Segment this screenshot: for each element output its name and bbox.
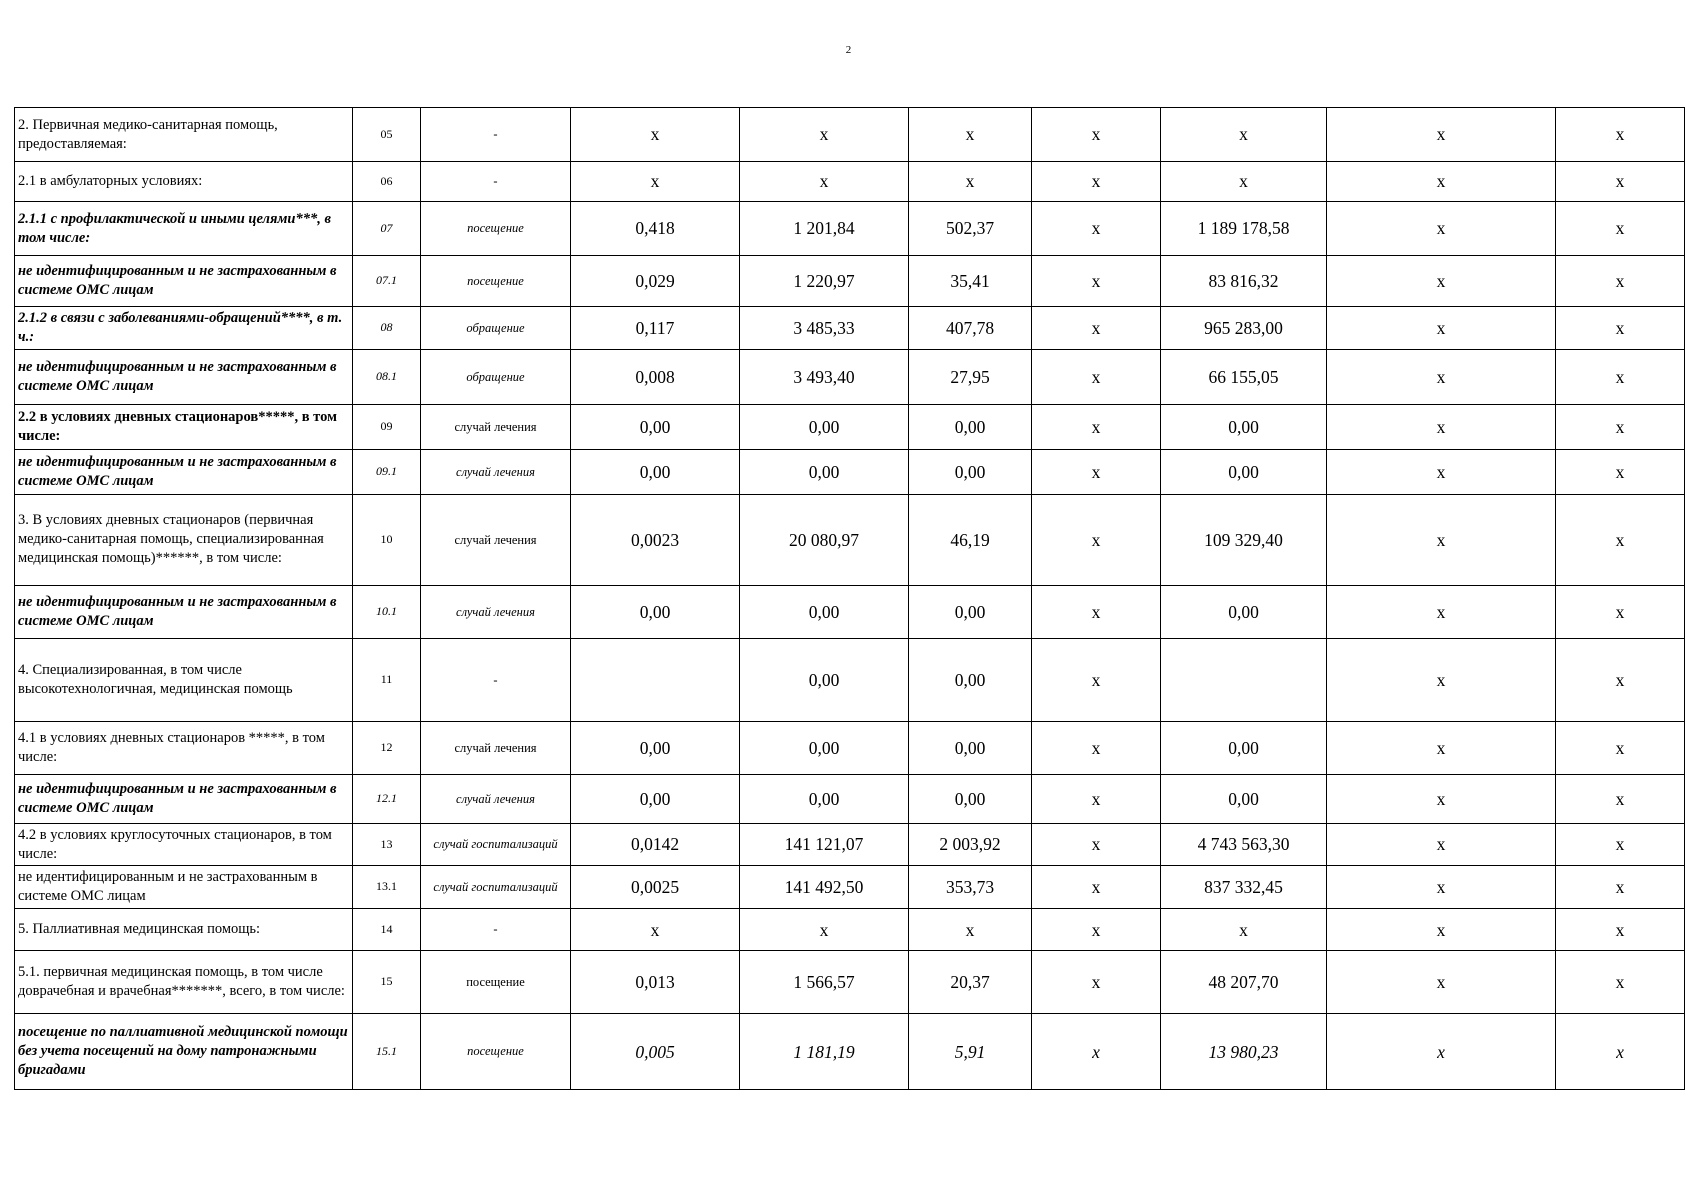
table-row	[15, 866, 1685, 909]
value-cell: x	[1032, 349, 1161, 404]
row-code: 13	[353, 823, 421, 866]
table-row	[15, 449, 1685, 494]
value-cell: x	[1556, 162, 1685, 202]
row-unit: -	[421, 638, 571, 721]
value-cell: x	[1327, 108, 1556, 162]
table-row	[15, 638, 1685, 721]
table-row	[15, 202, 1685, 256]
value-cell: x	[1032, 638, 1161, 721]
value-cell: x	[1327, 349, 1556, 404]
value-cell: 0,117	[571, 307, 740, 350]
value-cell: x	[1327, 162, 1556, 202]
row-unit: случай госпитализаций	[421, 823, 571, 866]
row-code: 15	[353, 951, 421, 1014]
row-unit: посещение	[421, 202, 571, 256]
value-cell: 0,00	[909, 638, 1032, 721]
value-cell: x	[1556, 866, 1685, 909]
table-row	[15, 585, 1685, 638]
value-cell	[1161, 638, 1327, 721]
row-code: 15.1	[353, 1014, 421, 1090]
table-row	[15, 349, 1685, 404]
value-cell: x	[1161, 162, 1327, 202]
value-cell: 141 492,50	[740, 866, 909, 909]
value-cell: 0,00	[571, 585, 740, 638]
value-cell: x	[1556, 256, 1685, 307]
value-cell: 965 283,00	[1161, 307, 1327, 350]
value-cell: x	[571, 162, 740, 202]
value-cell: 0,00	[909, 585, 1032, 638]
value-cell: x	[1556, 108, 1685, 162]
table-row	[15, 108, 1685, 162]
table-row	[15, 909, 1685, 951]
row-description: не идентифицированным и не застрахованным в системе ОМС лицам	[15, 256, 353, 307]
row-code: 11	[353, 638, 421, 721]
row-description: 2. Первичная медико-санитарная помощь, предоставляемая:	[15, 108, 353, 162]
value-cell: 0,029	[571, 256, 740, 307]
value-cell: x	[1556, 494, 1685, 585]
value-cell: x	[1032, 307, 1161, 350]
value-cell: 5,91	[909, 1014, 1032, 1090]
value-cell: x	[1556, 349, 1685, 404]
value-cell: x	[1032, 774, 1161, 823]
value-cell: x	[571, 909, 740, 951]
row-description: 2.1.1 с профилактической и иными целями***, в том числе:	[15, 202, 353, 256]
row-description: не идентифицированным и не застрахованным в системе ОМС лицам	[15, 449, 353, 494]
report-table	[14, 107, 1685, 1090]
value-cell: 3 485,33	[740, 307, 909, 350]
value-cell: 837 332,45	[1161, 866, 1327, 909]
value-cell: 109 329,40	[1161, 494, 1327, 585]
value-cell: 1 189 178,58	[1161, 202, 1327, 256]
table-row	[15, 721, 1685, 774]
row-description: 3. В условиях дневных стационаров (первичная медико-санитарная помощь, специализированная медицинская помощь)******, в том числе:	[15, 494, 353, 585]
value-cell: 35,41	[909, 256, 1032, 307]
row-code: 09.1	[353, 449, 421, 494]
row-description: 2.1 в амбулаторных условиях:	[15, 162, 353, 202]
value-cell: x	[1327, 585, 1556, 638]
table-row	[15, 256, 1685, 307]
value-cell: x	[1556, 1014, 1685, 1090]
value-cell: 46,19	[909, 494, 1032, 585]
value-cell: x	[1032, 1014, 1161, 1090]
row-unit: -	[421, 108, 571, 162]
value-cell: 0,00	[1161, 585, 1327, 638]
table-row	[15, 307, 1685, 350]
row-code: 14	[353, 909, 421, 951]
value-cell: x	[1327, 866, 1556, 909]
value-cell: 0,013	[571, 951, 740, 1014]
row-code: 10	[353, 494, 421, 585]
value-cell: x	[1032, 404, 1161, 449]
value-cell: x	[1032, 449, 1161, 494]
value-cell: 0,0025	[571, 866, 740, 909]
table-row	[15, 404, 1685, 449]
row-description: 4.1 в условиях дневных стационаров *****, в том числе:	[15, 721, 353, 774]
value-cell: 66 155,05	[1161, 349, 1327, 404]
value-cell: 48 207,70	[1161, 951, 1327, 1014]
value-cell: 0,0142	[571, 823, 740, 866]
row-code: 13.1	[353, 866, 421, 909]
value-cell: x	[1032, 256, 1161, 307]
row-description: 2.2 в условиях дневных стационаров*****, в том числе:	[15, 404, 353, 449]
row-description: 4. Специализированная, в том числе высокотехнологичная, медицинская помощь	[15, 638, 353, 721]
table-row	[15, 1014, 1685, 1090]
row-description: 2.1.2 в связи с заболеваниями-обращений****, в т. ч.:	[15, 307, 353, 350]
value-cell: 0,00	[1161, 774, 1327, 823]
row-code: 12	[353, 721, 421, 774]
value-cell: 141 121,07	[740, 823, 909, 866]
table-row	[15, 951, 1685, 1014]
value-cell: x	[1556, 202, 1685, 256]
value-cell: x	[1032, 494, 1161, 585]
row-description: 4.2 в условиях круглосуточных стационаров, в том числе:	[15, 823, 353, 866]
value-cell: x	[1556, 307, 1685, 350]
value-cell: 0,0023	[571, 494, 740, 585]
table-row	[15, 823, 1685, 866]
row-unit: обращение	[421, 307, 571, 350]
row-unit: посещение	[421, 256, 571, 307]
value-cell: x	[1327, 721, 1556, 774]
value-cell: 0,00	[740, 404, 909, 449]
row-code: 08	[353, 307, 421, 350]
value-cell: x	[1327, 202, 1556, 256]
value-cell: 27,95	[909, 349, 1032, 404]
value-cell: 353,73	[909, 866, 1032, 909]
value-cell: x	[1327, 638, 1556, 721]
value-cell: 0,00	[1161, 404, 1327, 449]
value-cell: 2 003,92	[909, 823, 1032, 866]
value-cell: x	[1032, 866, 1161, 909]
row-description: посещение по паллиативной медицинской помощи без учета посещений на дому патронажными бригадами	[15, 1014, 353, 1090]
row-unit: случай лечения	[421, 494, 571, 585]
page-number: 2	[845, 44, 852, 56]
report-body	[15, 108, 1685, 1090]
value-cell: 1 566,57	[740, 951, 909, 1014]
value-cell: x	[1327, 823, 1556, 866]
value-cell: 0,005	[571, 1014, 740, 1090]
value-cell: x	[1556, 449, 1685, 494]
value-cell: x	[1032, 162, 1161, 202]
value-cell: x	[1327, 909, 1556, 951]
row-unit: -	[421, 162, 571, 202]
value-cell: 0,00	[740, 449, 909, 494]
row-description: не идентифицированным и не застрахованным в системе ОМС лицам	[15, 774, 353, 823]
value-cell: 407,78	[909, 307, 1032, 350]
value-cell: x	[1327, 256, 1556, 307]
value-cell: x	[740, 909, 909, 951]
value-cell: 0,00	[571, 449, 740, 494]
value-cell: 0,00	[1161, 449, 1327, 494]
value-cell: x	[909, 108, 1032, 162]
row-code: 07.1	[353, 256, 421, 307]
row-unit: случай лечения	[421, 721, 571, 774]
value-cell: x	[1161, 108, 1327, 162]
value-cell: x	[1556, 585, 1685, 638]
value-cell: x	[909, 162, 1032, 202]
row-unit: случай лечения	[421, 404, 571, 449]
value-cell: 0,00	[909, 404, 1032, 449]
value-cell: 83 816,32	[1161, 256, 1327, 307]
value-cell: 4 743 563,30	[1161, 823, 1327, 866]
value-cell: 0,00	[571, 721, 740, 774]
value-cell	[571, 638, 740, 721]
value-cell: x	[740, 162, 909, 202]
value-cell: x	[1327, 774, 1556, 823]
row-description: 5. Паллиативная медицинская помощь:	[15, 909, 353, 951]
row-unit: случай госпитализаций	[421, 866, 571, 909]
row-code: 09	[353, 404, 421, 449]
value-cell: 3 493,40	[740, 349, 909, 404]
value-cell: x	[1556, 909, 1685, 951]
row-description: не идентифицированным и не застрахованным в системе ОМС лицам	[15, 585, 353, 638]
value-cell: 1 181,19	[740, 1014, 909, 1090]
value-cell: 0,00	[571, 774, 740, 823]
row-description: не идентифицированным и не застрахованным в системе ОМС лицам	[15, 349, 353, 404]
value-cell: 20 080,97	[740, 494, 909, 585]
value-cell: 0,00	[909, 721, 1032, 774]
value-cell: 13 980,23	[1161, 1014, 1327, 1090]
value-cell: x	[1032, 585, 1161, 638]
value-cell: 0,008	[571, 349, 740, 404]
table-row	[15, 162, 1685, 202]
value-cell: x	[1032, 951, 1161, 1014]
value-cell: x	[1327, 951, 1556, 1014]
value-cell: x	[909, 909, 1032, 951]
value-cell: 0,00	[740, 585, 909, 638]
value-cell: 0,00	[740, 638, 909, 721]
value-cell: x	[1556, 774, 1685, 823]
value-cell: x	[1556, 823, 1685, 866]
row-unit: посещение	[421, 1014, 571, 1090]
row-code: 08.1	[353, 349, 421, 404]
value-cell: x	[1327, 494, 1556, 585]
value-cell: x	[1032, 721, 1161, 774]
value-cell: x	[1556, 951, 1685, 1014]
value-cell: x	[1327, 1014, 1556, 1090]
value-cell: x	[1556, 404, 1685, 449]
value-cell: 0,00	[909, 774, 1032, 823]
row-unit: посещение	[421, 951, 571, 1014]
value-cell: x	[1032, 202, 1161, 256]
value-cell: x	[571, 108, 740, 162]
value-cell: x	[740, 108, 909, 162]
table-row	[15, 494, 1685, 585]
table-row	[15, 774, 1685, 823]
value-cell: 0,00	[740, 721, 909, 774]
row-description: не идентифицированным и не застрахованным в системе ОМС лицам	[15, 866, 353, 909]
value-cell: 0,418	[571, 202, 740, 256]
row-unit: случай лечения	[421, 774, 571, 823]
value-cell: 0,00	[909, 449, 1032, 494]
row-unit: -	[421, 909, 571, 951]
value-cell: x	[1327, 449, 1556, 494]
row-code: 12.1	[353, 774, 421, 823]
row-code: 06	[353, 162, 421, 202]
value-cell: 0,00	[571, 404, 740, 449]
value-cell: x	[1556, 638, 1685, 721]
value-cell: x	[1161, 909, 1327, 951]
row-code: 10.1	[353, 585, 421, 638]
row-unit: обращение	[421, 349, 571, 404]
row-description: 5.1. первичная медицинская помощь, в том числе доврачебная и врачебная*******, всего, в том числе:	[15, 951, 353, 1014]
value-cell: x	[1327, 404, 1556, 449]
value-cell: 0,00	[1161, 721, 1327, 774]
value-cell: 0,00	[740, 774, 909, 823]
value-cell: 502,37	[909, 202, 1032, 256]
value-cell: x	[1032, 909, 1161, 951]
value-cell: 20,37	[909, 951, 1032, 1014]
row-code: 05	[353, 108, 421, 162]
row-unit: случай лечения	[421, 449, 571, 494]
value-cell: 1 201,84	[740, 202, 909, 256]
value-cell: x	[1556, 721, 1685, 774]
row-code: 07	[353, 202, 421, 256]
value-cell: x	[1032, 823, 1161, 866]
value-cell: x	[1032, 108, 1161, 162]
value-cell: 1 220,97	[740, 256, 909, 307]
value-cell: x	[1327, 307, 1556, 350]
row-unit: случай лечения	[421, 585, 571, 638]
